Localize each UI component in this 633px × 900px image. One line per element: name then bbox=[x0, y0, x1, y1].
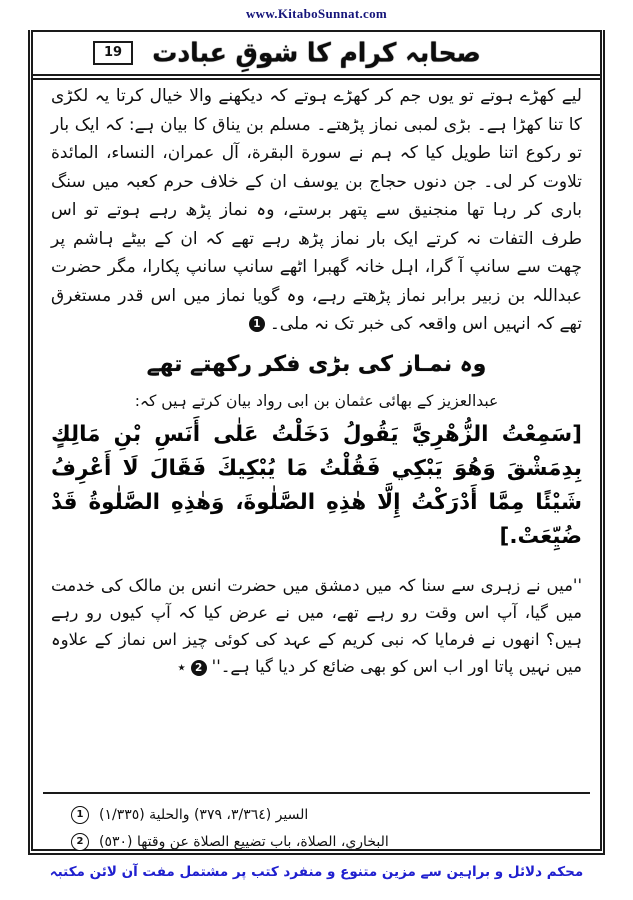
footnotes-section bbox=[71, 802, 584, 856]
footnote-text-1: السير (٣/٣٦٤، ٣٧٩) والحلية (١/٣٣٥) bbox=[99, 807, 309, 823]
footnote-text-2: البخاري، الصلاة، باب تضييع الصلاة عن وقتها (٥٣٠) bbox=[99, 834, 389, 850]
page-frame bbox=[28, 30, 605, 855]
body-paragraph bbox=[51, 82, 582, 339]
footnote-marker-2: 2 bbox=[71, 833, 89, 851]
footnote-ref-2: 2 bbox=[191, 660, 207, 676]
body-paragraph-text: لیے کھڑے ہوتے تو یوں جم کر کھڑے ہوتے کہ دیکھنے والا خیال کرتا یہ لکڑی کا تنا کھڑا ہے۔ بڑی لمبی نماز پڑھتے۔ مسلم بن یناق کا بیان ہے: کہ ایک بار تو رکوع اتنا طویل کیا کہ ہم نے سورة البقرة، آل عمران، النساء، المائدة تلاوت کر لی۔ جن دنوں حجاج بن یوسف ان کے خلاف حرم کعبہ میں سنگ باری کر رہا تھا منجنیق سے پتھر برستے، وہ نماز پڑھ رہے ہوتے تو اس طرف التفات نہ کرتے ایک بار نماز پڑھ رہے تھے کہ ان کے بیٹے ہاشم پر چھت سے سانپ آ گرا، اہل خانہ گھبرا اٹھے سانپ سانپ پکارا، مگر حضرت عبداللہ بن زبیر برابر نماز پڑھتے رہے، وہ گویا نماز میں اس قدر مستغرق تھے کہ انہیں اس واقعہ کی خبر تک نہ ملی۔ bbox=[51, 86, 582, 334]
footnote-row bbox=[71, 802, 584, 829]
arabic-quote: [سَمِعْتُ الزُّهْرِيَّ يَقُولُ دَخَلْتُ عَلٰى أَنَسِ بْنِ مَالِكٍ بِدِمَشْقَ وَهُوَ يَبْكِي فَقُلْتُ مَا يُبْكِيكَ فَقَالَ لَا أَعْرِفُ شَيْئًا مِمَّا أَدْرَكْتُ إِلَّا هٰذِهِ الصَّلٰوةَ، وَهٰذِهِ الصَّلٰوةُ قَدْ ضُيِّعَتْ.] bbox=[51, 422, 582, 549]
book-title-calligraphy: صحابہ کرام کا شوقِ عبادت bbox=[152, 37, 481, 68]
footnote-marker-1: 1 bbox=[71, 806, 89, 824]
footnote-separator bbox=[43, 792, 590, 794]
translation-text: ''میں نے زہری سے سنا کہ میں دمشق میں حضرت انس بن مالک کی خدمت میں گیا، آپ اس وقت رو رہے تھے، میں نے عرض کیا کہ آپ کیوں رو رہے ہیں؟ انھوں نے فرمایا کہ نبی کریم کے عہد کی کوئی چیز اس نماز کے علاوہ میں نہیں پاتا اور اب اس کو بھی ضائع کر دیا گیا ہے۔'' bbox=[51, 576, 582, 676]
end-ornament-icon: ٭ bbox=[177, 658, 186, 676]
footnote-row bbox=[71, 829, 584, 856]
footnote-ref-1: 1 bbox=[249, 316, 265, 332]
header-band bbox=[33, 30, 600, 80]
translation-paragraph bbox=[51, 572, 582, 681]
website-url: www.KitaboSunnat.com bbox=[245, 6, 388, 21]
section-heading: وہ نمـاز کی بڑی فکر رکھتے تھے bbox=[146, 352, 487, 377]
narrator-line: عبدالعزیز کے بھائی عثمان بن ابی رواد بیان کرتے ہیں کہ: bbox=[134, 392, 499, 410]
page-number-box bbox=[93, 41, 133, 65]
bottom-footer-text: محکم دلائل و براہین سے مزین متنوع و منفرد کتب پر مشتمل مفت آن لائن مکتبہ bbox=[49, 864, 584, 880]
page-number: 19 bbox=[104, 45, 123, 60]
